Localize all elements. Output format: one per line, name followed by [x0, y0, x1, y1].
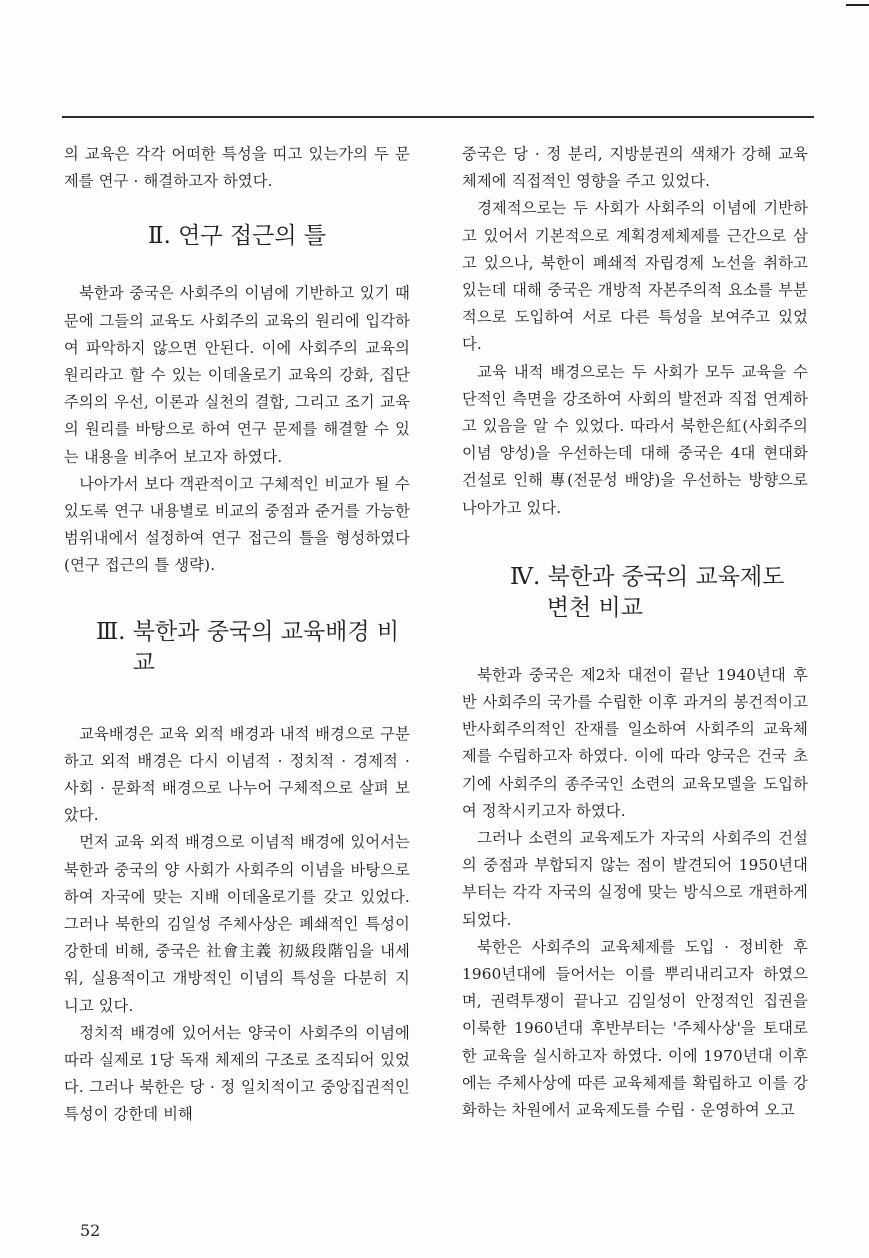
paragraph: 나아가서 보다 객관적이고 구체적인 비교가 될 수 있도록 연구 내용별로 비교의 중점과 준거를 가능한 범위내에서 설정하여 연구 접근의 틀을 형성하였다(연구 접근의 틀 생략).: [64, 474, 410, 575]
paragraph: 북한은 사회주의 교육체제를 도입 · 정비한 후 1960년대에 들어서는 이를 뿌리내리고자 하였으며, 권력투쟁이 끝나고 김일성이 안정적인 집권을 이룩한 1960년대 후반부터는 '주체사상'을 토대로 한 교육을 실시하고자 하였다. 이에 1970년대 이후에는 주체사상에 따른 교육체제를 확립하고 이를 강화하는 차원에서 교육제도를 수립 · 운영하여 오고: [462, 937, 808, 1120]
section-heading-4: Ⅳ. 북한과 중국의 교육제도 변천 비교: [510, 563, 785, 621]
paragraph: 의 교육은 각각 어떠한 특성을 띠고 있는가의 두 문제를 연구 · 해결하고자 하였다.: [64, 145, 410, 191]
corner-mark: [846, 4, 869, 6]
paragraph: 먼저 교육 외적 배경으로 이념적 배경에 있어서는 북한과 중국의 양 사회가 사회주의 이념을 바탕으로 하여 자국에 맞는 지배 이데올로기를 갖고 있었다. 그러나 북한의 김일성 주체사상은 폐쇄적인 특성이 강한데 비해, 중국은 社會主義 初級段階임을 내세워, 실용적이고 개방적인 이념의 특성을 다분히 지니고 있다.: [64, 833, 410, 1015]
right-column: [462, 141, 808, 1124]
header-rule: [62, 116, 814, 118]
paragraph: 경제적으로는 두 사회가 사회주의 이념에 기반하고 있어서 기본적으로 계획경제체제를 근간으로 삼고 있으나, 북한이 폐쇄적 자립경제 노선을 취하고 있는데 대해 중국은 개방적 자본주의적 요소를 부분적으로 도입하여 서로 다른 특성을 보여주고 있었다.: [462, 199, 808, 354]
paragraph: 정치적 배경에 있어서는 양국이 사회주의 이념에 따라 실제로 1당 독재 체제의 구조로 조직되어 있었다. 그러나 북한은 당 · 정 일치적이고 중앙집권적인 특성이 강한데 비해: [64, 1023, 410, 1124]
paragraph: 북한과 중국은 제2차 대전이 끝난 1940년대 후반 사회주의 국가를 수립한 이후 과거의 봉건적이고 반사회주의적인 잔재를 일소하여 사회주의 교육체제를 수립하고자 하였다. 이에 따라 양국은 건국 초기에 사회주의 종주국인 소련의 교육모델을 도입하여 정착시키고자 하였다.: [462, 665, 808, 820]
page-number: 52: [80, 1221, 101, 1240]
left-column: [64, 141, 410, 1129]
paragraph: 교육배경은 교육 외적 배경과 내적 배경으로 구분하고 외적 배경은 다시 이념적 · 정치적 · 경제적 · 사회 · 문화적 배경으로 나누어 구체적으로 살펴 보았다.: [64, 724, 410, 825]
paragraph: 북한과 중국은 사회주의 이념에 기반하고 있기 때문에 그들의 교육도 사회주의 교육의 원리에 입각하여 파악하지 않으면 안된다. 이에 사회주의 교육의 원리라고 할 수 있는 이데올로기 교육의 강화, 집단주의의 우선, 이론과 실천의 결합, 그리고 조기 교육의 원리를 바탕으로 하여 연구 문제를 해결할 수 있는 내용을 비추어 보고자 하였다.: [64, 284, 410, 466]
paragraph: 교육 내적 배경으로는 두 사회가 모두 교육을 수단적인 측면을 강조하여 사회의 발전과 직접 연계하고 있음을 알 수 있었다. 따라서 북한은紅(사회주의 이념 양성)을 우선하는데 대해 중국은 4대 현대화 건설로 인해 專(전문성 배양)을 우선하는 방향으로 나아가고 있다.: [462, 362, 808, 517]
paragraph: 중국은 당 · 정 분리, 지방분권의 색채가 강해 교육체제에 직접적인 영향을 주고 있었다.: [462, 145, 808, 191]
paragraph: 그러나 소련의 교육제도가 자국의 사회주의 건설의 중점과 부합되지 않는 점이 발견되어 1950년대부터는 각각 자국의 실정에 맞는 방식으로 개편하게 되었다.: [462, 829, 808, 929]
section-heading-3: Ⅲ. 북한과 중국의 교육배경 비교: [96, 618, 400, 676]
section-heading-2: Ⅱ. 연구 접근의 틀: [147, 223, 327, 250]
